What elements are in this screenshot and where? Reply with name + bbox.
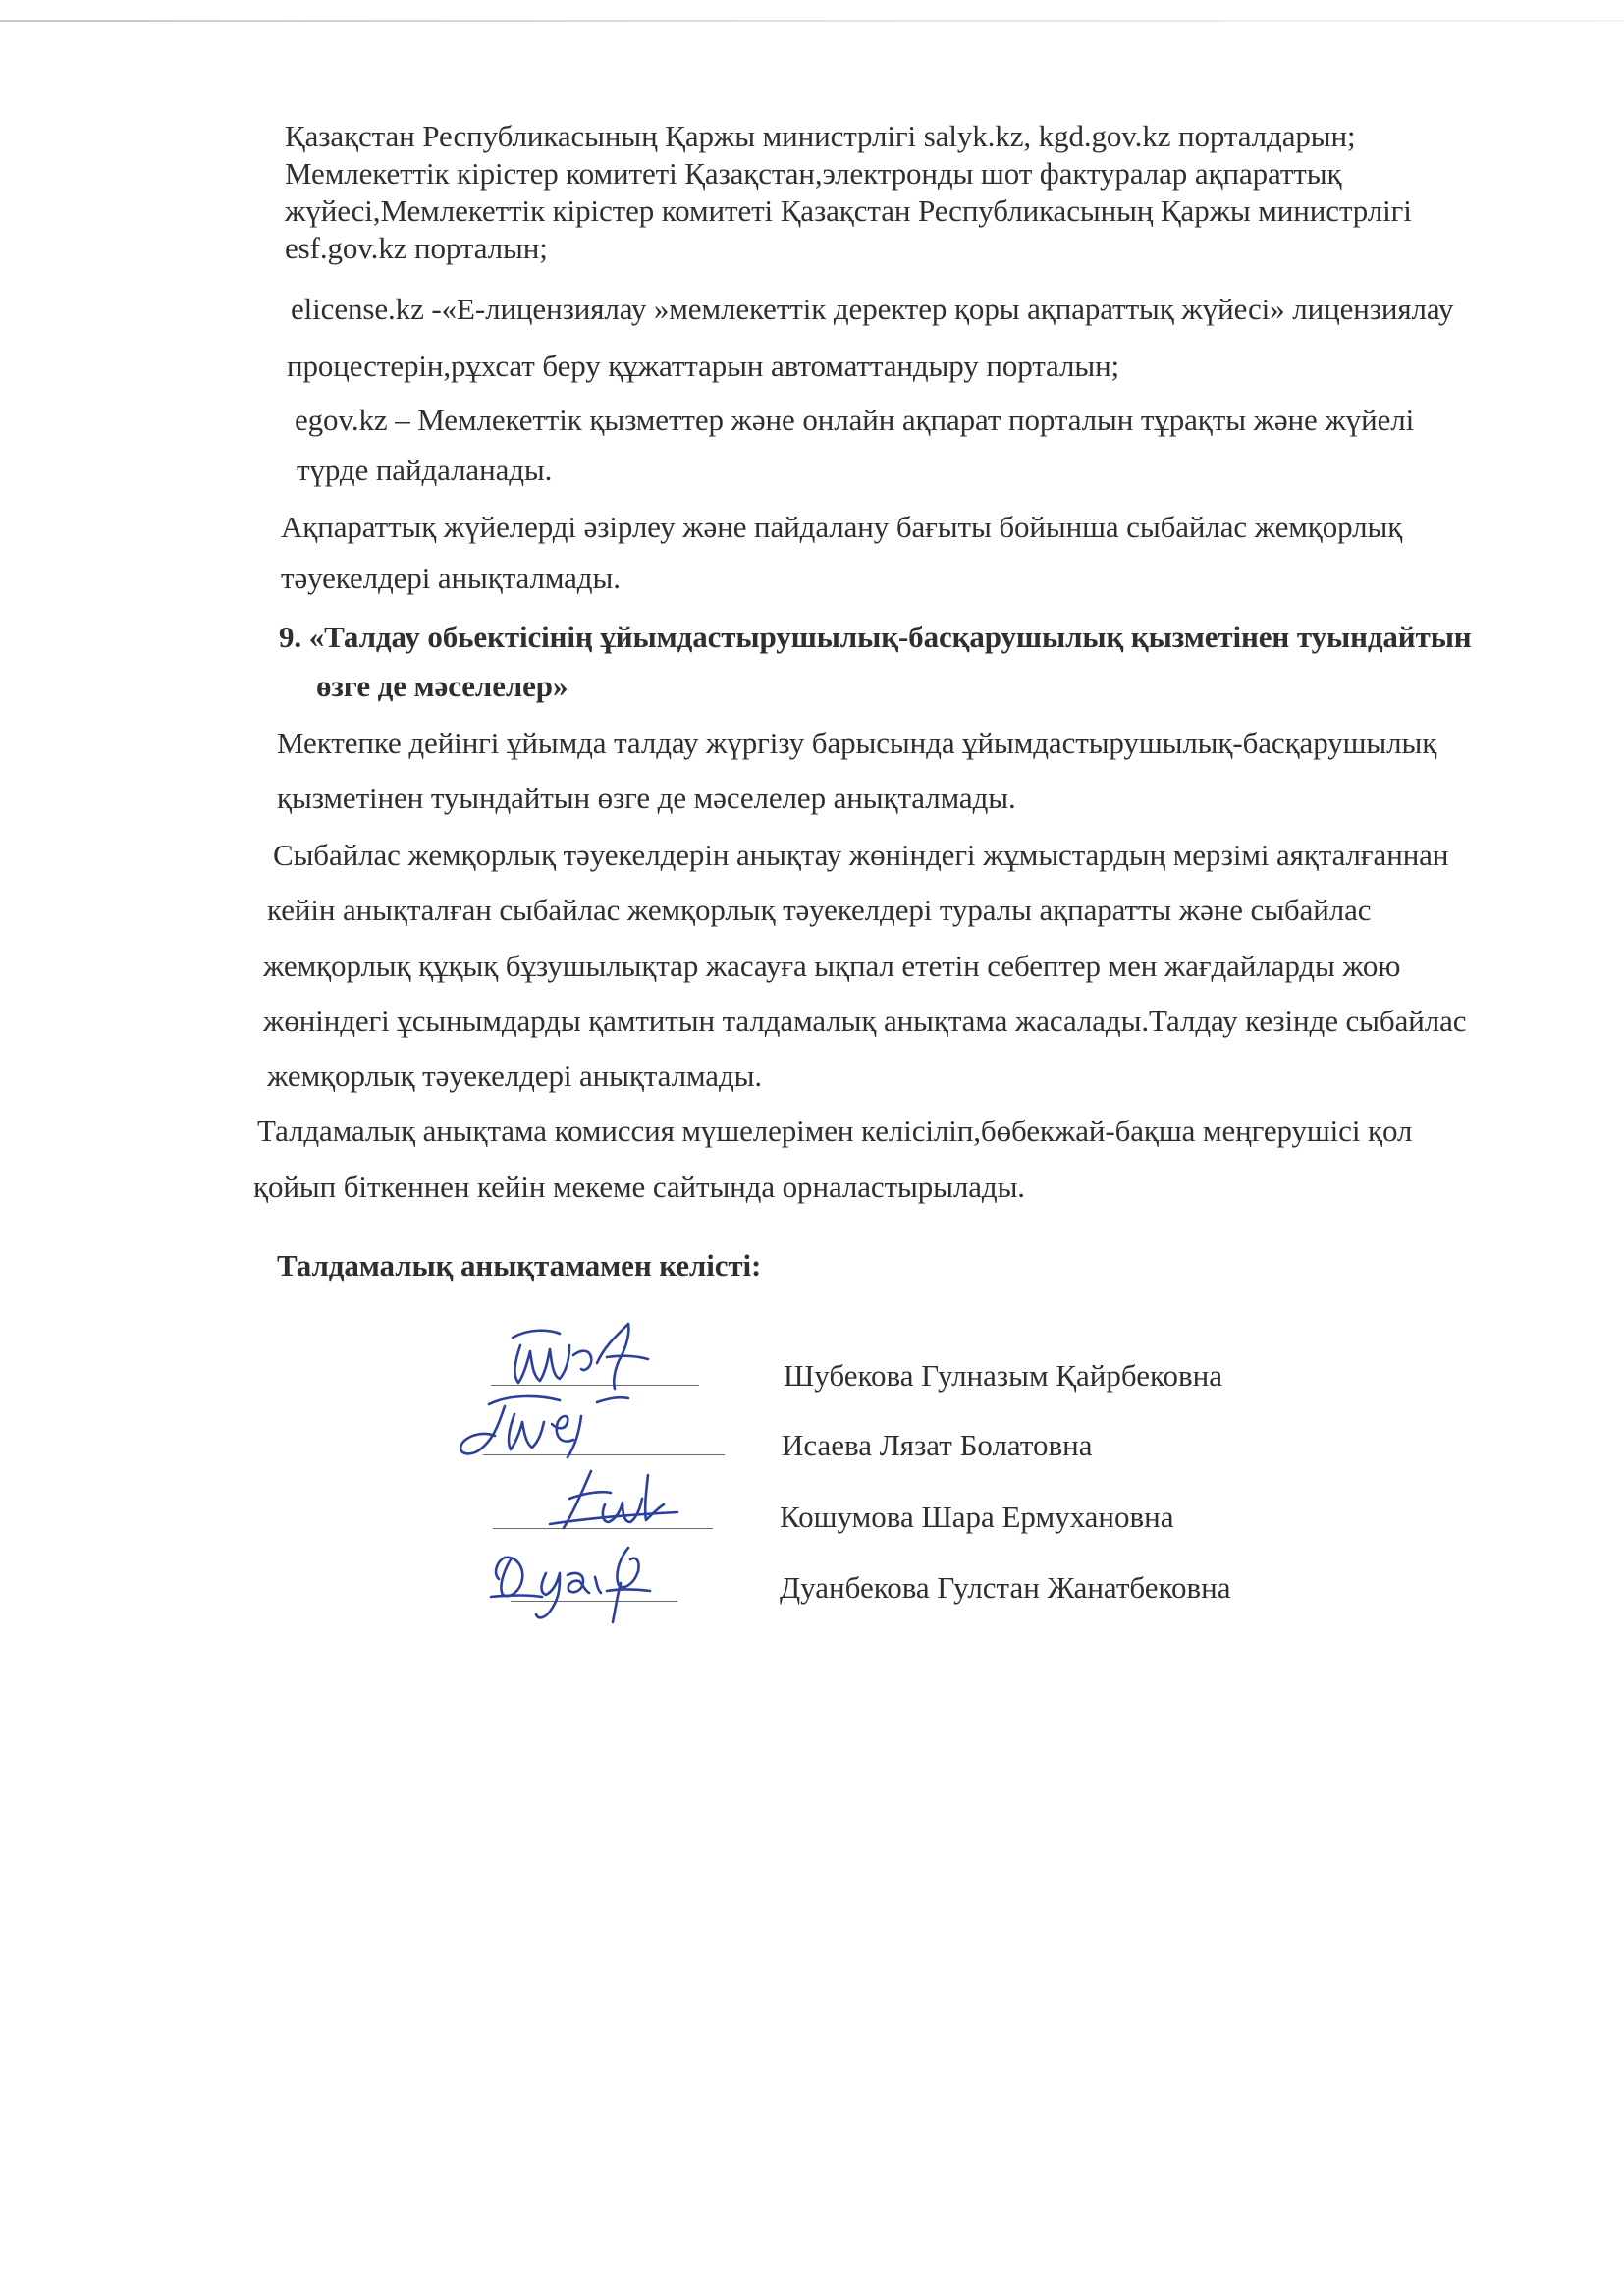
agreement-heading: Талдамалық анықтамамен келісті: (277, 1248, 762, 1283)
body-line: Талдамалық анықтама комиссия мүшелерімен келісіліп,бөбекжай-бақша меңгерушісі қол (257, 1114, 1413, 1148)
body-line: кейін анықталған сыбайлас жемқорлық тәуекелдері туралы ақпаратты және сыбайлас (267, 893, 1372, 927)
body-line: Қазақстан Республикасының Қаржы министрлігі salyk.kz, kgd.gov.kz порталдарын; (285, 119, 1356, 153)
signatory-name: Кошумова Шара Ермухановна (780, 1500, 1174, 1534)
body-line: Сыбайлас жемқорлық тәуекелдерін анықтау жөніндегі жұмыстардың мерзімі аяқталғаннан (273, 838, 1449, 872)
body-line: esf.gov.kz порталын; (285, 231, 548, 265)
body-line: тәуекелдері анықталмады. (281, 561, 621, 595)
signatory-name: Шубекова Гулназым Қайрбековна (784, 1358, 1222, 1393)
body-line: қызметінен туындайтын өзге де мәселелер анықталмады. (277, 781, 1016, 815)
body-line: Мемлекеттік кірістер комитеті Қазақстан,электронды шот фактуралар ақпараттық (285, 156, 1342, 191)
signature-isaeva (450, 1387, 676, 1465)
body-line: жемқорлық тәуекелдері анықталмады. (267, 1059, 762, 1093)
signatory-name: Дуанбекова Гулстан Жанатбековна (780, 1570, 1231, 1605)
body-line: Мектепке дейінгі ұйымда талдау жүргізу барысында ұйымдастырушылық-басқарушылық (277, 726, 1437, 760)
scan-top-edge (0, 20, 1624, 22)
body-line: Ақпараттық жүйелерді әзірлеу және пайдалану бағыты бойынша сыбайлас жемқорлық (281, 510, 1403, 544)
body-line: түрде пайдаланады. (297, 453, 553, 487)
section-heading-continuation: өзге де мәселелер» (316, 669, 568, 703)
signature-shubekova (491, 1316, 687, 1394)
body-line: egov.kz – Мемлекеттік қызметтер және онлайн ақпарат порталын тұрақты және жүйелі (295, 403, 1415, 437)
body-line: жөніндегі ұсынымдарды қамтитын талдамалық анықтама жасалады.Талдау кезінде сыбайлас (263, 1004, 1467, 1038)
body-line: процестерін,рұхсат беру құжаттарын автоматтандыру порталын; (287, 349, 1120, 383)
body-line: қойып біткеннен кейін мекеме сайтында орналастырылады. (253, 1170, 1025, 1204)
section-heading: 9. «Талдау обьектісінің ұйымдастырушылық-басқарушылық қызметінен туындайтын (279, 620, 1472, 654)
body-line: elicense.kz -«Е-лицензиялау »мемлекеттік деректер қоры ақпараттық жүйесі» лицензиялау (291, 292, 1454, 326)
signatory-name: Исаева Лязат Болатовна (782, 1428, 1093, 1462)
body-line: жемқорлық құқық бұзушылықтар жасауға ықпал ететін себептер мен жағдайларды жою (263, 949, 1401, 983)
signature-koshumova (530, 1463, 717, 1540)
body-line: жүйесі,Мемлекеттік кірістер комитеті Қазақстан Республикасының Қаржы министрлігі (285, 193, 1412, 228)
signature-duanbekova (481, 1540, 697, 1628)
